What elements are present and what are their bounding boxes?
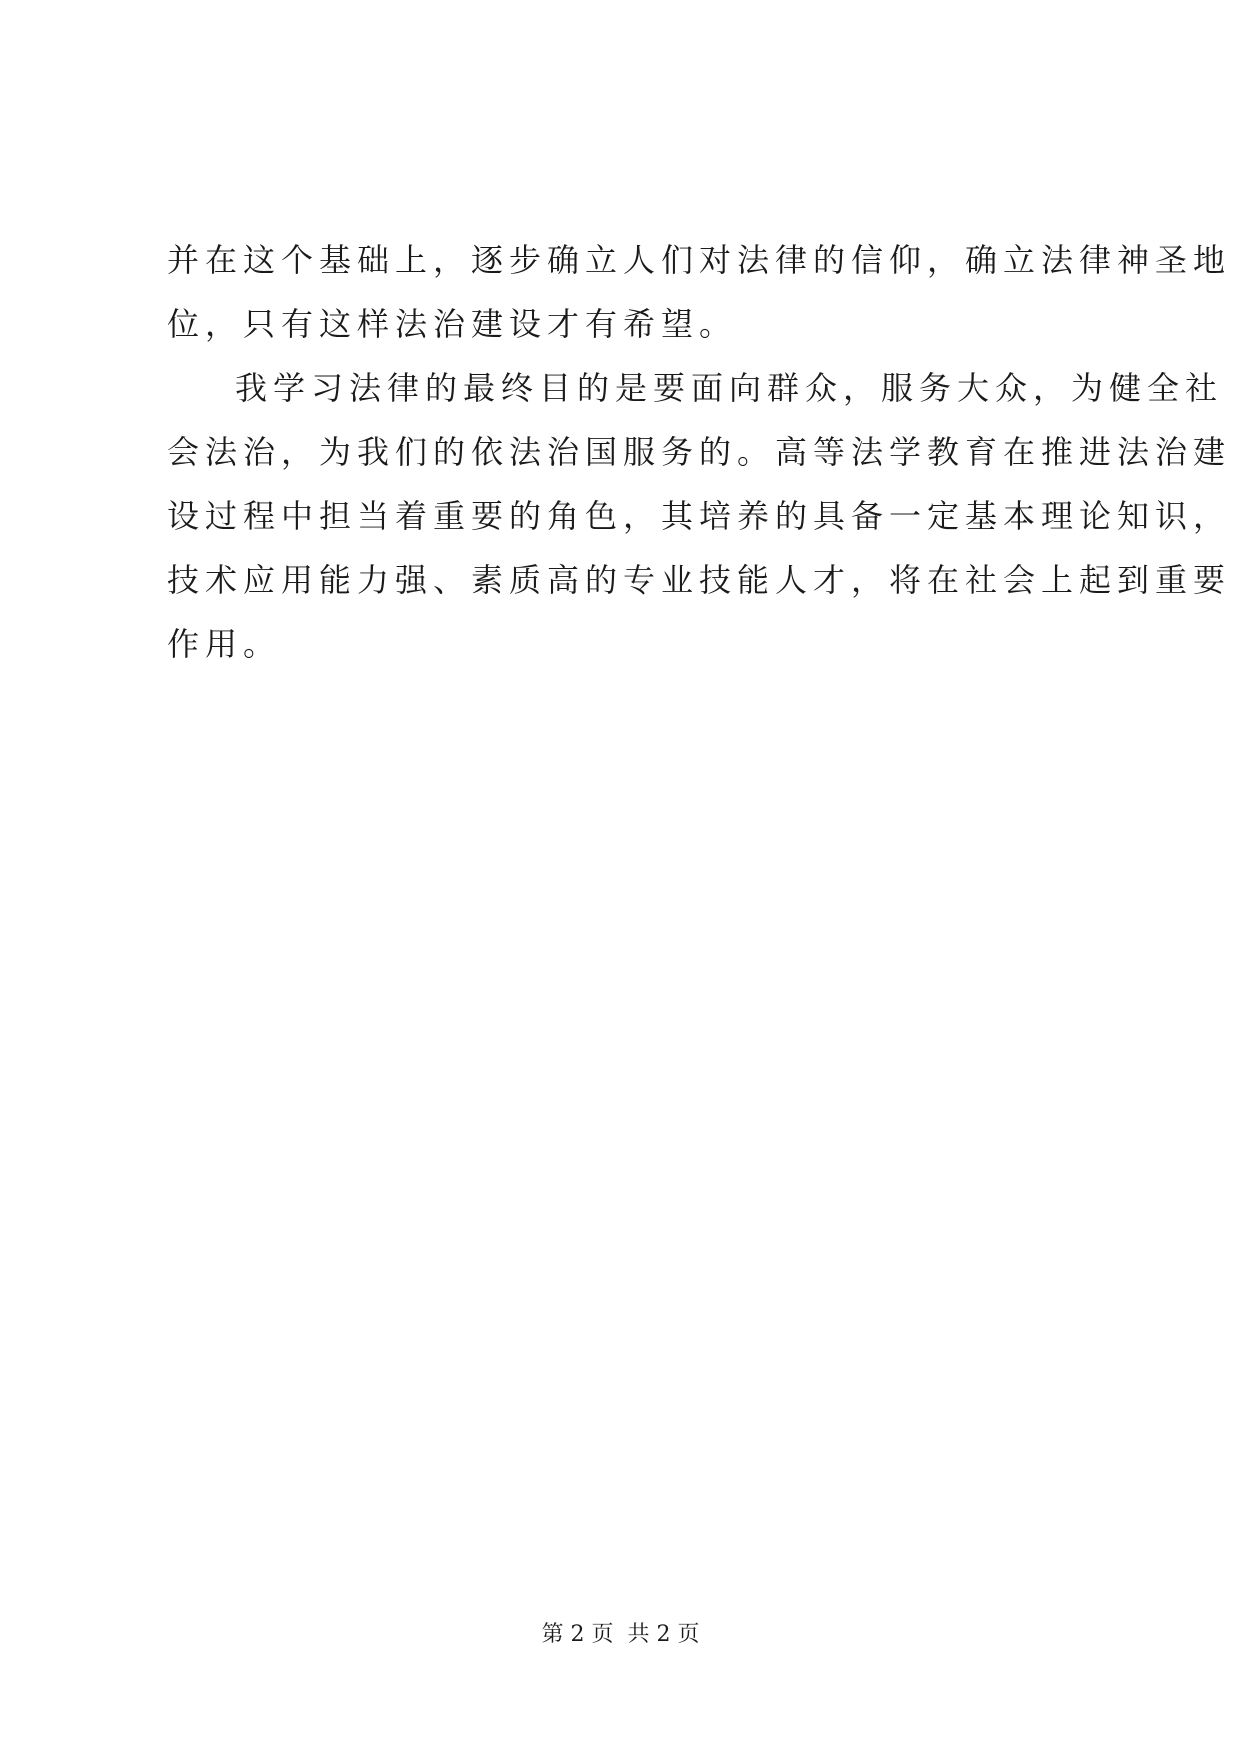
paragraph-line: 我学习法律的最终目的是要面向群众，服务大众，为健全社 [235,369,1224,407]
page-total: 共 2 页 [627,1622,700,1647]
document-body [167,228,1232,676]
page-number: 第 2 页 [541,1622,614,1647]
page-footer [0,1620,1241,1650]
paragraph-line: 作用。 [167,625,282,663]
paragraph-line: 并在这个基础上，逐步确立人们对法律的信仰，确立法律神圣地 [167,241,1232,279]
paragraph-line: 位，只有这样法治建设才有希望。 [167,305,738,343]
paragraph-line: 技术应用能力强、素质高的专业技能人才，将在社会上起到重要 [167,561,1232,599]
paragraph-line: 会法治，为我们的依法治国服务的。高等法学教育在推进法治建 [167,433,1232,471]
paragraph-line: 设过程中担当着重要的角色，其培养的具备一定基本理论知识， [167,497,1232,535]
